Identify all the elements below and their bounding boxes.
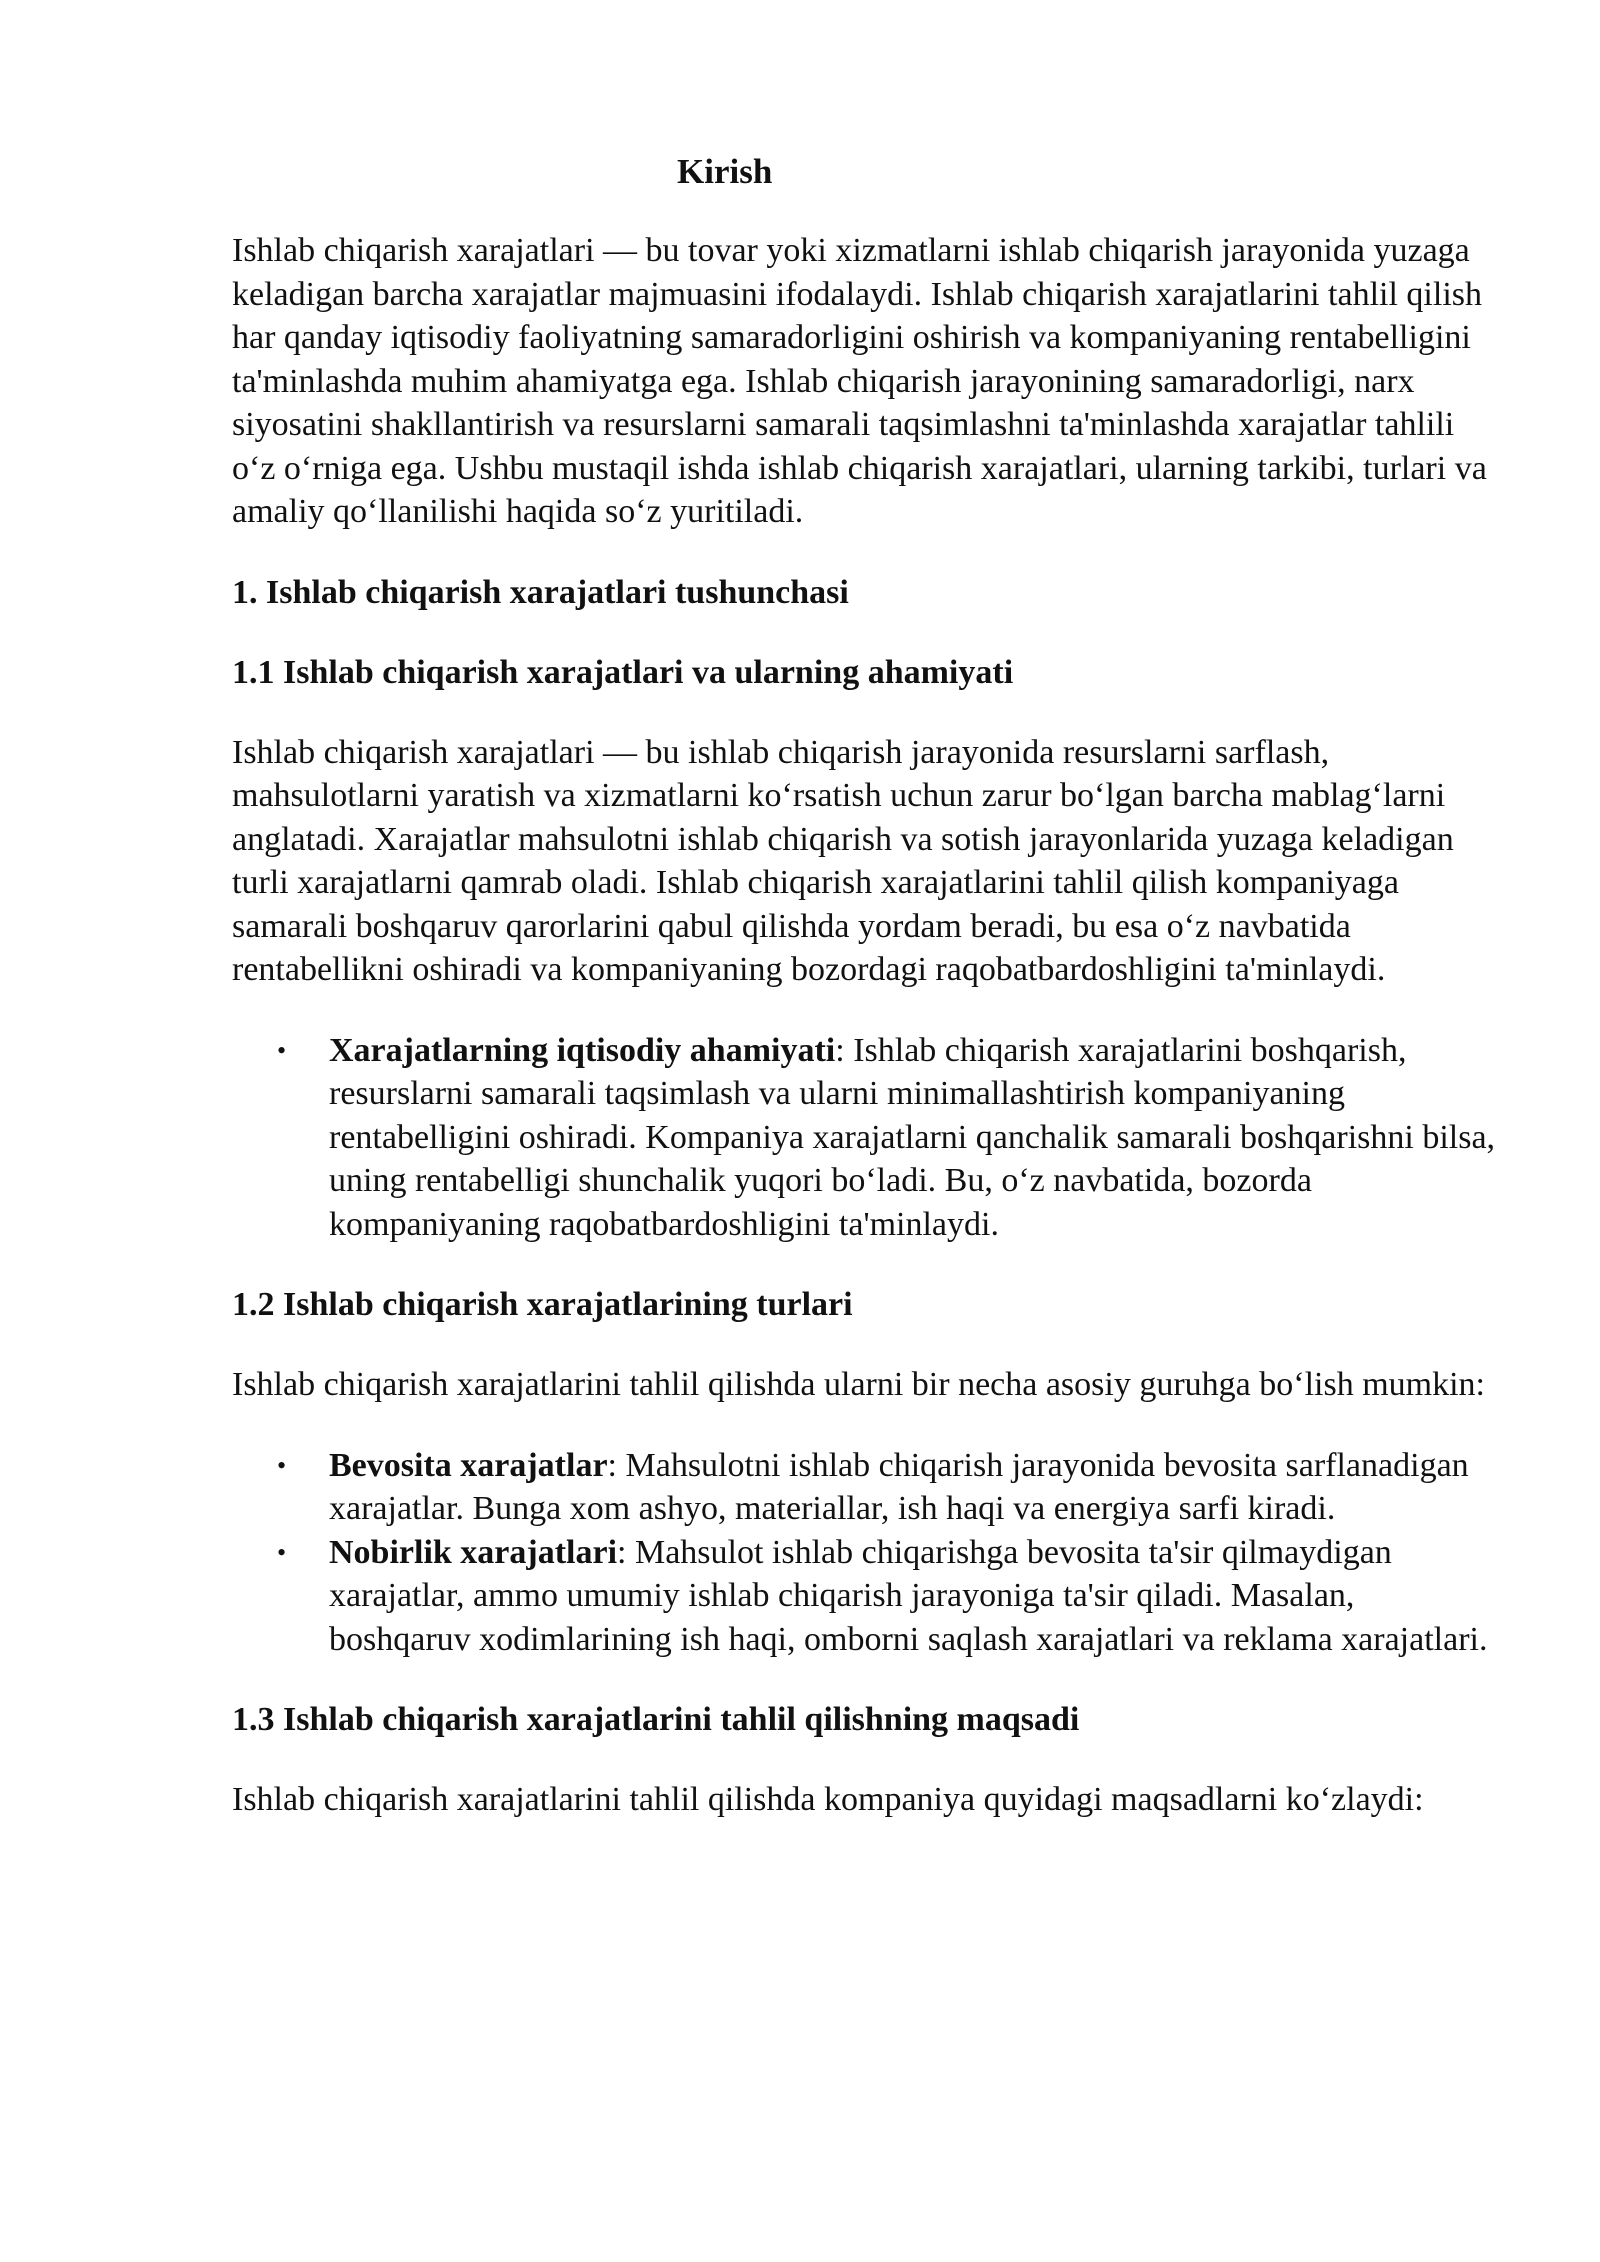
section-1-3-paragraph: Ishlab chiqarish xarajatlarini tahlil qilishda kompaniya quyidagi maqsadlarni koʻzlaydi: bbox=[232, 1781, 1424, 1818]
list-item bbox=[277, 1029, 1502, 1247]
bullet-icon: • bbox=[277, 1537, 287, 1567]
list-item bbox=[277, 1531, 1502, 1662]
section-1-2-bullet-list bbox=[232, 1444, 1502, 1662]
section-1-1-bullet-list bbox=[232, 1029, 1502, 1247]
list-item-text: : Mahsulotni ishlab chiqarish jarayonida bevosita sarflanadigan xarajatlar. Bunga xom ashyo, materiallar, ish haqi va energiya sarfi kiradi. bbox=[329, 1446, 1469, 1527]
list-item-text: : Mahsulot ishlab chiqarishga bevosita ta'sir qilmaydigan xarajatlar, ammo umumiy ishlab chiqarish jarayoniga ta'sir qiladi. Masalan, boshqaruv xodimlarining ish haqi, omborni saqlash xarajatlari va reklama xarajatlari. bbox=[329, 1533, 1488, 1658]
section-1-heading: 1. Ishlab chiqarish xarajatlari tushunchasi bbox=[232, 573, 849, 611]
bullet-icon: • bbox=[277, 1450, 287, 1480]
list-item-text: : Ishlab chiqarish xarajatlarini boshqarish, resurslarni samarali taqsimlash va ularni minimallashtirish kompaniyaning rentabelligini oshiradi. Kompaniya xarajatlarni qanchalik samarali boshqarishni bilsa, uning rentabelligi shunchalik yuqori boʻladi. Bu, oʻz navbatida, bozorda kompaniyaning raqobatbardoshligini ta'minlaydi. bbox=[329, 1031, 1496, 1243]
bullet-icon: • bbox=[277, 1035, 287, 1065]
section-1-3-heading: 1.3 Ishlab chiqarish xarajatlarini tahlil qilishning maqsadi bbox=[232, 1701, 1080, 1738]
document-body bbox=[232, 150, 1502, 1822]
intro-paragraph: Ishlab chiqarish xarajatlari — bu tovar yoki xizmatlarni ishlab chiqarish jarayonida yuzaga keladigan barcha xarajatlar majmuasini ifodalaydi. Ishlab chiqarish xarajatlarini tahlil qilish har qanday iqtisodiy faoliyatning samaradorligini oshirish va kompaniyaning rentabelligini ta'minlashda muhim ahamiyatga ega. Ishlab chiqarish jarayonining samaradorligi, narx siyosatini shakllantirish va resurslarni samarali taqsimlashni ta'minlashda xarajatlar tahlili oʻz oʻrniga ega. Ushbu mustaqil ishda ishlab chiqarish xarajatlari, ularning tarkibi, turlari va amaliy qoʻllanilishi haqida soʻz yuritiladi. bbox=[232, 232, 1487, 530]
section-1-2-heading: 1.2 Ishlab chiqarish xarajatlarining turlari bbox=[232, 1286, 853, 1323]
section-1-2-paragraph: Ishlab chiqarish xarajatlarini tahlil qilishda ularni bir necha asosiy guruhga boʻlish mumkin: bbox=[232, 1366, 1485, 1403]
document-title: Kirish bbox=[677, 152, 773, 191]
list-item bbox=[277, 1444, 1502, 1531]
list-item-term: Bevosita xarajatlar bbox=[329, 1446, 608, 1484]
list-item-term: Nobirlik xarajatlari bbox=[329, 1533, 618, 1571]
section-1-1-heading: 1.1 Ishlab chiqarish xarajatlari va ularning ahamiyati bbox=[232, 653, 1014, 691]
section-1-1-paragraph: Ishlab chiqarish xarajatlari — bu ishlab chiqarish jarayonida resurslarni sarflash, mahsulotlarni yaratish va xizmatlarni koʻrsatish uchun zarur boʻlgan barcha mablagʻlarni anglatadi. Xarajatlar mahsulotni ishlab chiqarish va sotish jarayonlarida yuzaga keladigan turli xarajatlarni qamrab oladi. Ishlab chiqarish xarajatlarini tahlil qilish kompaniyaga samarali boshqaruv qarorlarini qabul qilishda yordam beradi, bu esa oʻz navbatida rentabellikni oshiradi va kompaniyaning bozordagi raqobatbardoshligini ta'minlaydi. bbox=[232, 733, 1454, 988]
list-item-term: Xarajatlarning iqtisodiy ahamiyati bbox=[329, 1031, 836, 1069]
